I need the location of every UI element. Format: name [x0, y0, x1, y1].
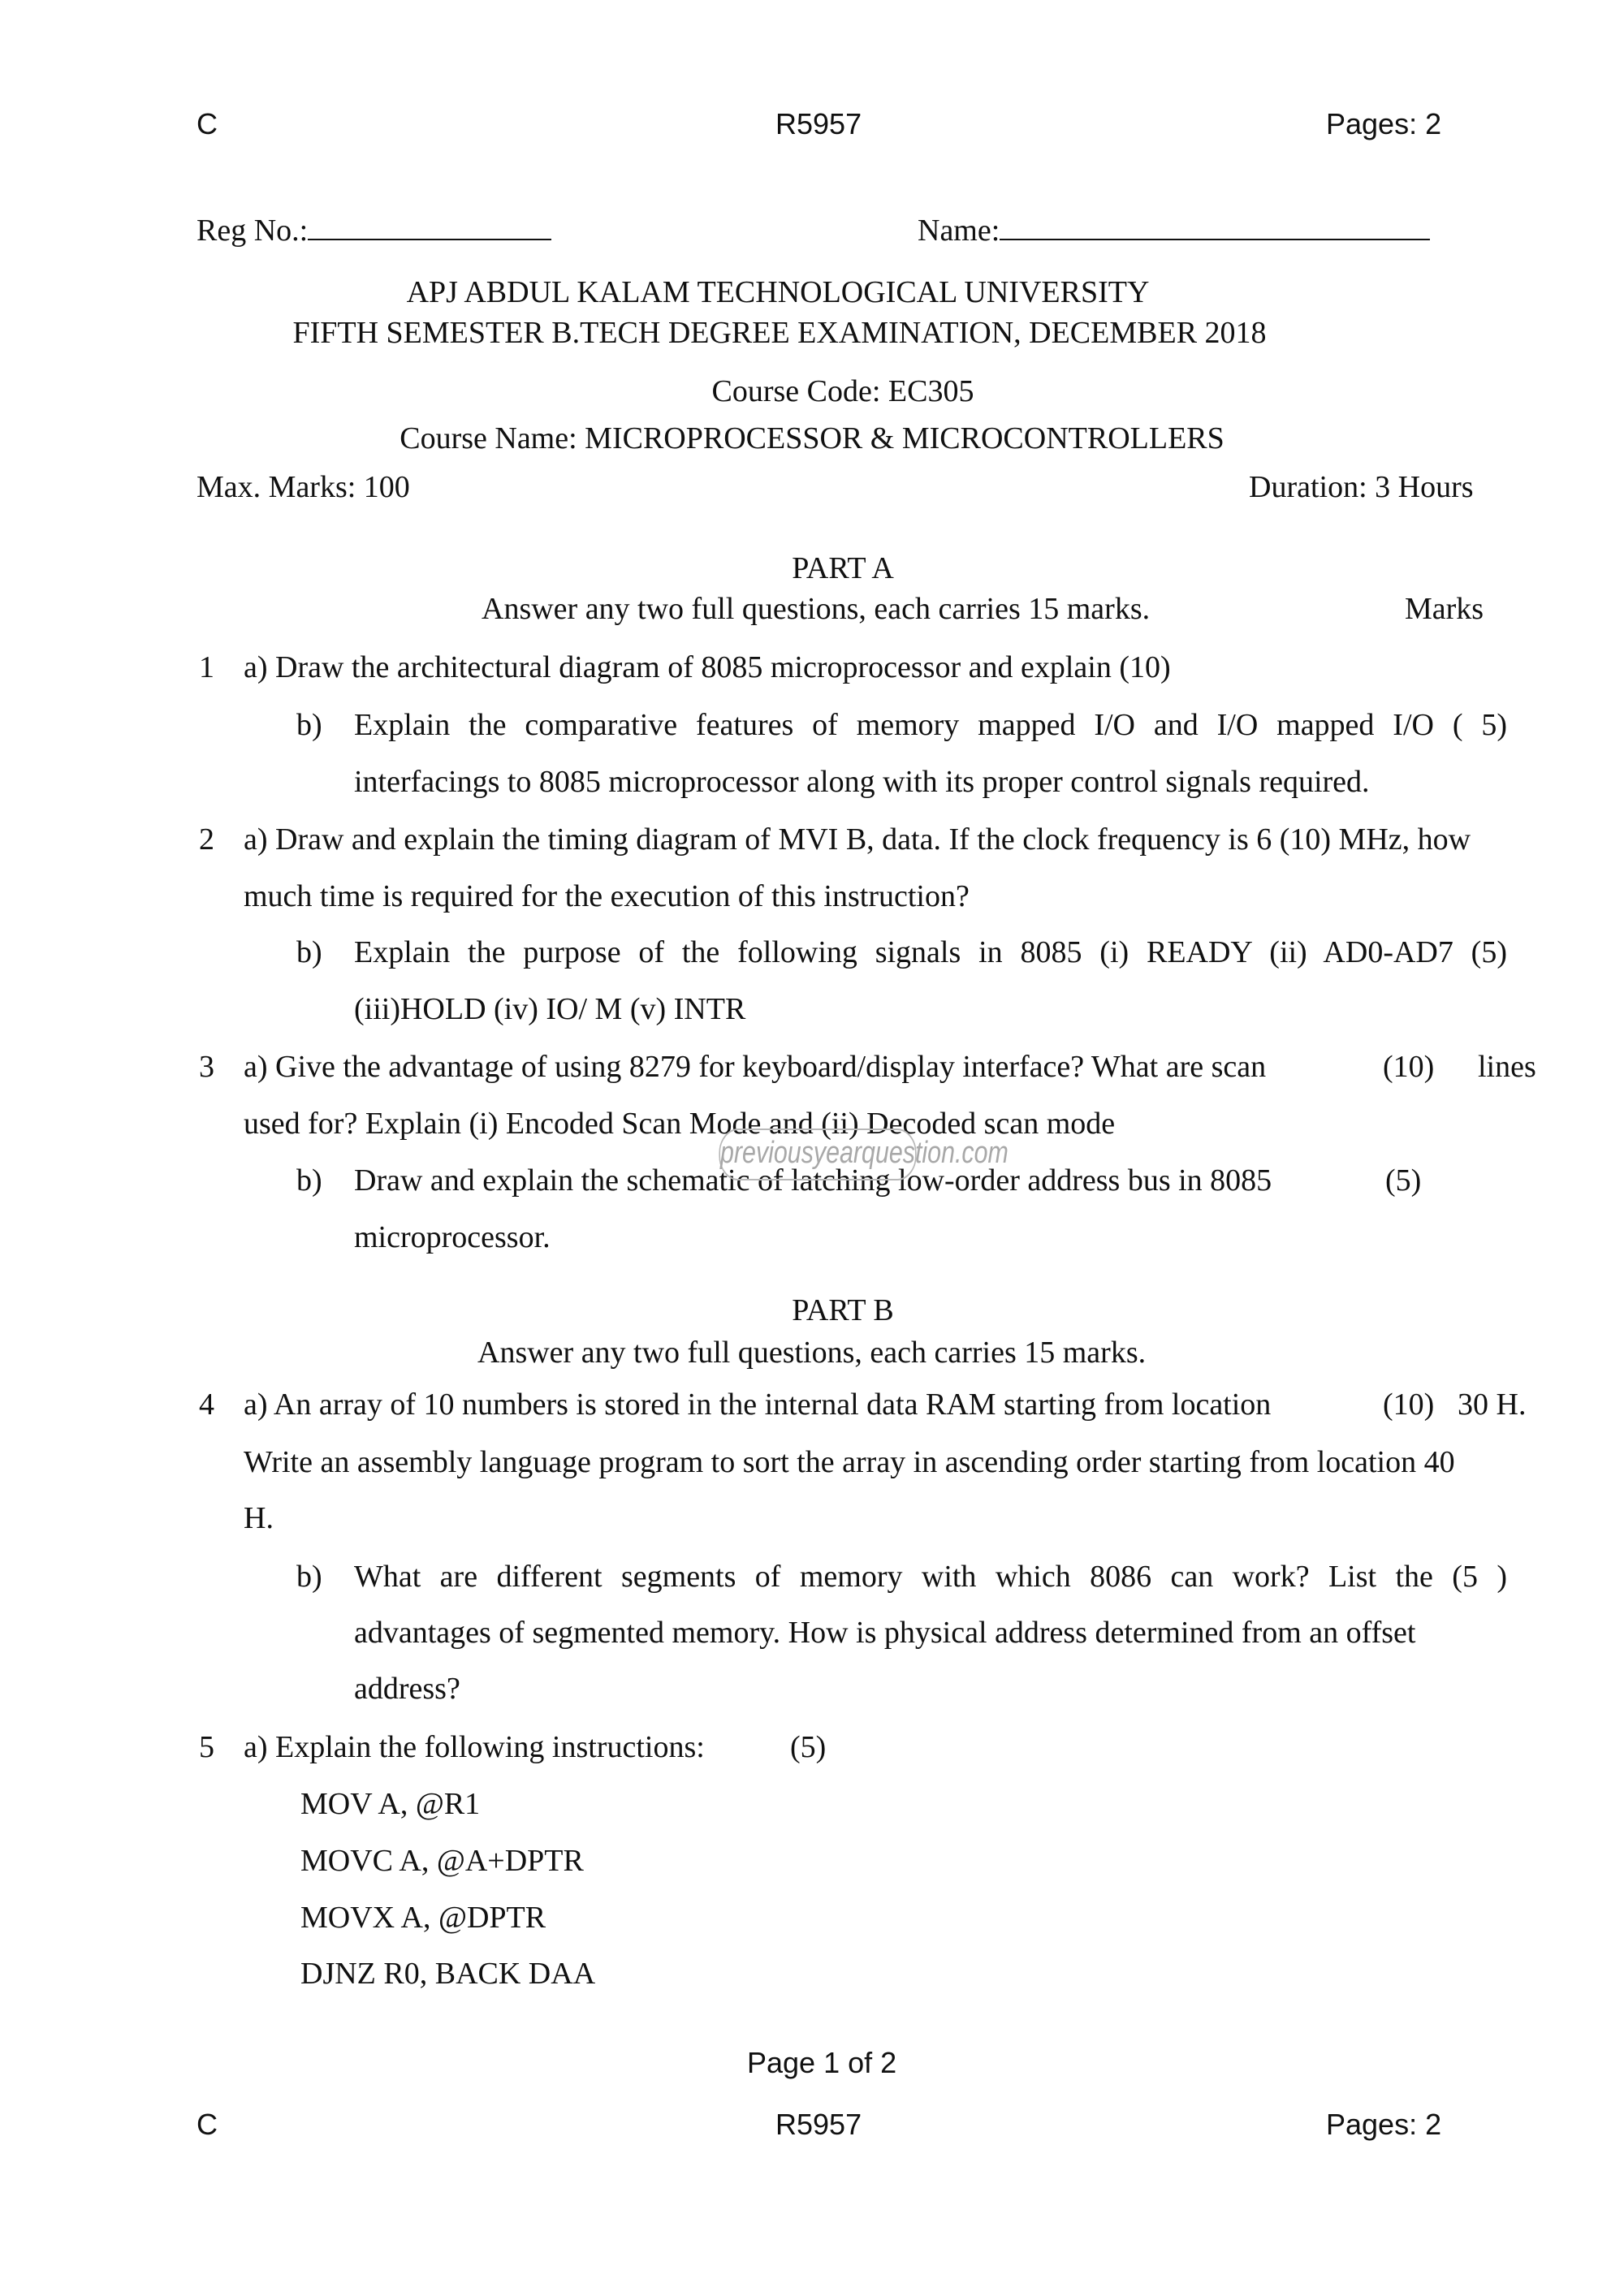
- reg-no-blank: [308, 214, 551, 240]
- marks-header: Marks: [1405, 592, 1484, 626]
- question-1b-label: b): [296, 708, 322, 742]
- question-2-number: 2: [199, 822, 214, 857]
- question-4a-line-1: a) An array of 10 numbers is stored in the internal data RAM starting from location: [244, 1388, 1272, 1422]
- header-pages: Pages: 2: [1326, 107, 1442, 140]
- name-label: Name:: [918, 214, 1000, 248]
- name-blank: [1000, 214, 1430, 240]
- question-3b-line-2: microprocessor.: [354, 1220, 551, 1254]
- question-2b-line-2: (iii)HOLD (iv) IO/ M (v) INTR: [354, 992, 746, 1026]
- next-header-left: C: [197, 2108, 218, 2141]
- university-title: APJ ABDUL KALAM TECHNOLOGICAL UNIVERSITY: [406, 275, 1150, 309]
- instruction-line: MOVX A, @DPTR: [300, 1901, 546, 1935]
- duration: Duration: 3 Hours: [1249, 470, 1474, 504]
- exam-title: FIFTH SEMESTER B.TECH DEGREE EXAMINATION, DECEMBER 2018: [292, 316, 1267, 350]
- part-a-instruction: Answer any two full questions, each carries 15 marks.: [482, 592, 1151, 626]
- part-a-title: PART A: [792, 551, 894, 585]
- question-3b-marks: (5): [1385, 1163, 1422, 1198]
- question-3a-tail: lines: [1478, 1050, 1536, 1084]
- question-5a-marks: (5): [790, 1730, 827, 1764]
- question-1a: a) Draw the architectural diagram of 8085 microprocessor and explain (10): [244, 650, 1171, 684]
- question-1b-line-2: interfacings to 8085 microprocessor along with its proper control signals required.: [354, 765, 1370, 799]
- course-code: Course Code: EC305: [711, 374, 974, 408]
- question-4a-line-2: Write an assembly language program to sort the array in ascending order starting from location 40: [244, 1445, 1455, 1479]
- question-4b-line-1: What are different segments of memory with which 8086 can work? List the (5 ): [354, 1560, 1507, 1594]
- reg-no-field: [197, 213, 551, 248]
- instruction-line: MOVC A, @A+DPTR: [300, 1844, 584, 1878]
- question-2a-line-1: a) Draw and explain the timing diagram of MVI B, data. If the clock frequency is 6 (10) MHz, how: [244, 822, 1471, 857]
- question-5-number: 5: [199, 1730, 214, 1764]
- header-left: C: [197, 107, 218, 140]
- question-2b-label: b): [296, 935, 322, 969]
- instruction-line: MOV A, @R1: [300, 1787, 481, 1821]
- question-4b-label: b): [296, 1560, 322, 1594]
- question-3-number: 3: [199, 1050, 214, 1084]
- question-1b-line-1: Explain the comparative features of memory mapped I/O and I/O mapped I/O ( 5): [354, 708, 1507, 742]
- course-name: Course Name: MICROPROCESSOR & MICROCONTROLLERS: [400, 421, 1224, 455]
- question-3b-label: b): [296, 1163, 322, 1198]
- next-header-code: R5957: [775, 2108, 862, 2141]
- question-3a-marks: (10): [1383, 1050, 1435, 1084]
- page-number: Page 1 of 2: [747, 2046, 897, 2079]
- name-field: [918, 213, 1430, 248]
- part-b-instruction: Answer any two full questions, each carries 15 marks.: [477, 1336, 1147, 1370]
- question-4-number: 4: [199, 1388, 214, 1422]
- instruction-line: DJNZ R0, BACK DAA: [300, 1957, 596, 1991]
- reg-no-label: Reg No.:: [197, 214, 309, 248]
- question-4b-line-3: address?: [354, 1672, 460, 1706]
- header-code: R5957: [775, 107, 862, 140]
- question-2b-line-1: Explain the purpose of the following signals in 8085 (i) READY (ii) AD0-AD7 (5): [354, 935, 1507, 969]
- question-3b-line-1: Draw and explain the schematic of latching low-order address bus in 8085: [354, 1163, 1272, 1198]
- max-marks: Max. Marks: 100: [197, 470, 410, 504]
- question-5a: a) Explain the following instructions:: [244, 1730, 705, 1764]
- part-b-title: PART B: [792, 1293, 894, 1327]
- question-4a-line-3: H.: [244, 1501, 274, 1535]
- next-header-pages: Pages: 2: [1326, 2108, 1442, 2141]
- question-3a-line-2: used for? Explain (i) Encoded Scan Mode and (ii) Decoded scan mode: [244, 1107, 1116, 1141]
- question-1-number: 1: [199, 650, 214, 684]
- question-4b-line-2: advantages of segmented memory. How is physical address determined from an offset: [354, 1616, 1416, 1650]
- question-3a-line-1: a) Give the advantage of using 8279 for keyboard/display interface? What are scan: [244, 1050, 1267, 1084]
- question-4a-marks: (10): [1383, 1388, 1435, 1422]
- question-2a-line-2: much time is required for the execution of this instruction?: [244, 879, 970, 913]
- question-4a-tail: 30 H.: [1458, 1388, 1527, 1422]
- watermark-stamp: previousyearquestion.com: [719, 1129, 916, 1180]
